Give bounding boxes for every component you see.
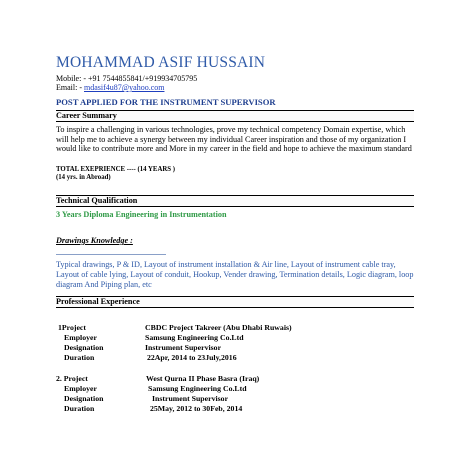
drawings-text: Typical drawings, P & ID, Layout of instrument installation & Air line, Layout of instrument cable tray, Layout of cable lying, Layout of conduit, Hookup, Vender drawing, Termination details, Logic diagram, loop diagram And Piping plan, etc	[56, 260, 414, 289]
technical-qualification-heading: Technical Qualification	[56, 196, 138, 205]
project-1-employer-label: Employer	[64, 333, 97, 342]
project-1-duration: 22Apr, 2014 to 23July,2016	[147, 353, 237, 362]
project-1-label: 1Project	[58, 323, 86, 332]
project-2-designation-label: Designation	[64, 394, 104, 403]
project-2-label: 2. Project	[56, 374, 88, 383]
project-2-duration: 25May, 2012 to 30Feb, 2014	[150, 404, 243, 413]
post-applied-heading: POST APPLIED FOR THE INSTRUMENT SUPERVISOR	[56, 97, 276, 107]
technical-qualification-bar	[56, 195, 414, 207]
email-line	[56, 83, 164, 93]
mobile-line: Mobile: - +91 7544855841/+919934705795	[56, 74, 198, 83]
email-link[interactable]: mdasif4u87@yahoo.com	[84, 83, 165, 92]
project-2-employer-label: Employer	[64, 384, 97, 393]
project-1-designation-label: Designation	[64, 343, 104, 352]
project-2-designation: Instrument Supervisor	[152, 394, 229, 403]
drawings-divider	[56, 254, 166, 255]
career-summary-heading: Career Summary	[56, 111, 117, 120]
project-2-name: West Qurna II Phase Basra (Iraq)	[146, 374, 260, 383]
career-summary-text: To inspire a challenging in various technologies, prove my technical competency Domain expertise, which will help me to achieve a synergy between my individual Career inspiration and those of my organization I would like to contribute more and More in my career in the field and hope to achieve the maximum standard	[56, 125, 412, 154]
project-1-designation: Instrument Supervisor	[145, 343, 222, 352]
diploma-text: 3 Years Diploma Engineering in Instrumentation	[56, 210, 227, 219]
candidate-name: MOHAMMAD ASIF HUSSAIN	[56, 54, 266, 71]
total-experience: TOTAL EXEPRIENCE ---- (14 YEARS )	[56, 166, 176, 173]
project-1-duration-label: Duration	[64, 353, 95, 362]
abroad-experience: (14 yrs. in Abroad)	[56, 174, 111, 181]
project-2-employer: Samsung Engineering Co.Ltd	[148, 384, 247, 393]
professional-experience-bar	[56, 296, 414, 308]
drawings-heading: Drawings Knowledge :	[56, 236, 133, 245]
project-1-employer: Samsung Engineering Co.Ltd	[145, 333, 244, 342]
professional-experience-heading: Professional Experience	[56, 297, 140, 306]
project-2-duration-label: Duration	[64, 404, 95, 413]
email-label: Email: -	[56, 83, 84, 92]
project-1-name: CBDC Project Takreer (Abu Dhabi Ruwais)	[145, 323, 292, 332]
career-summary-bar	[56, 110, 414, 122]
